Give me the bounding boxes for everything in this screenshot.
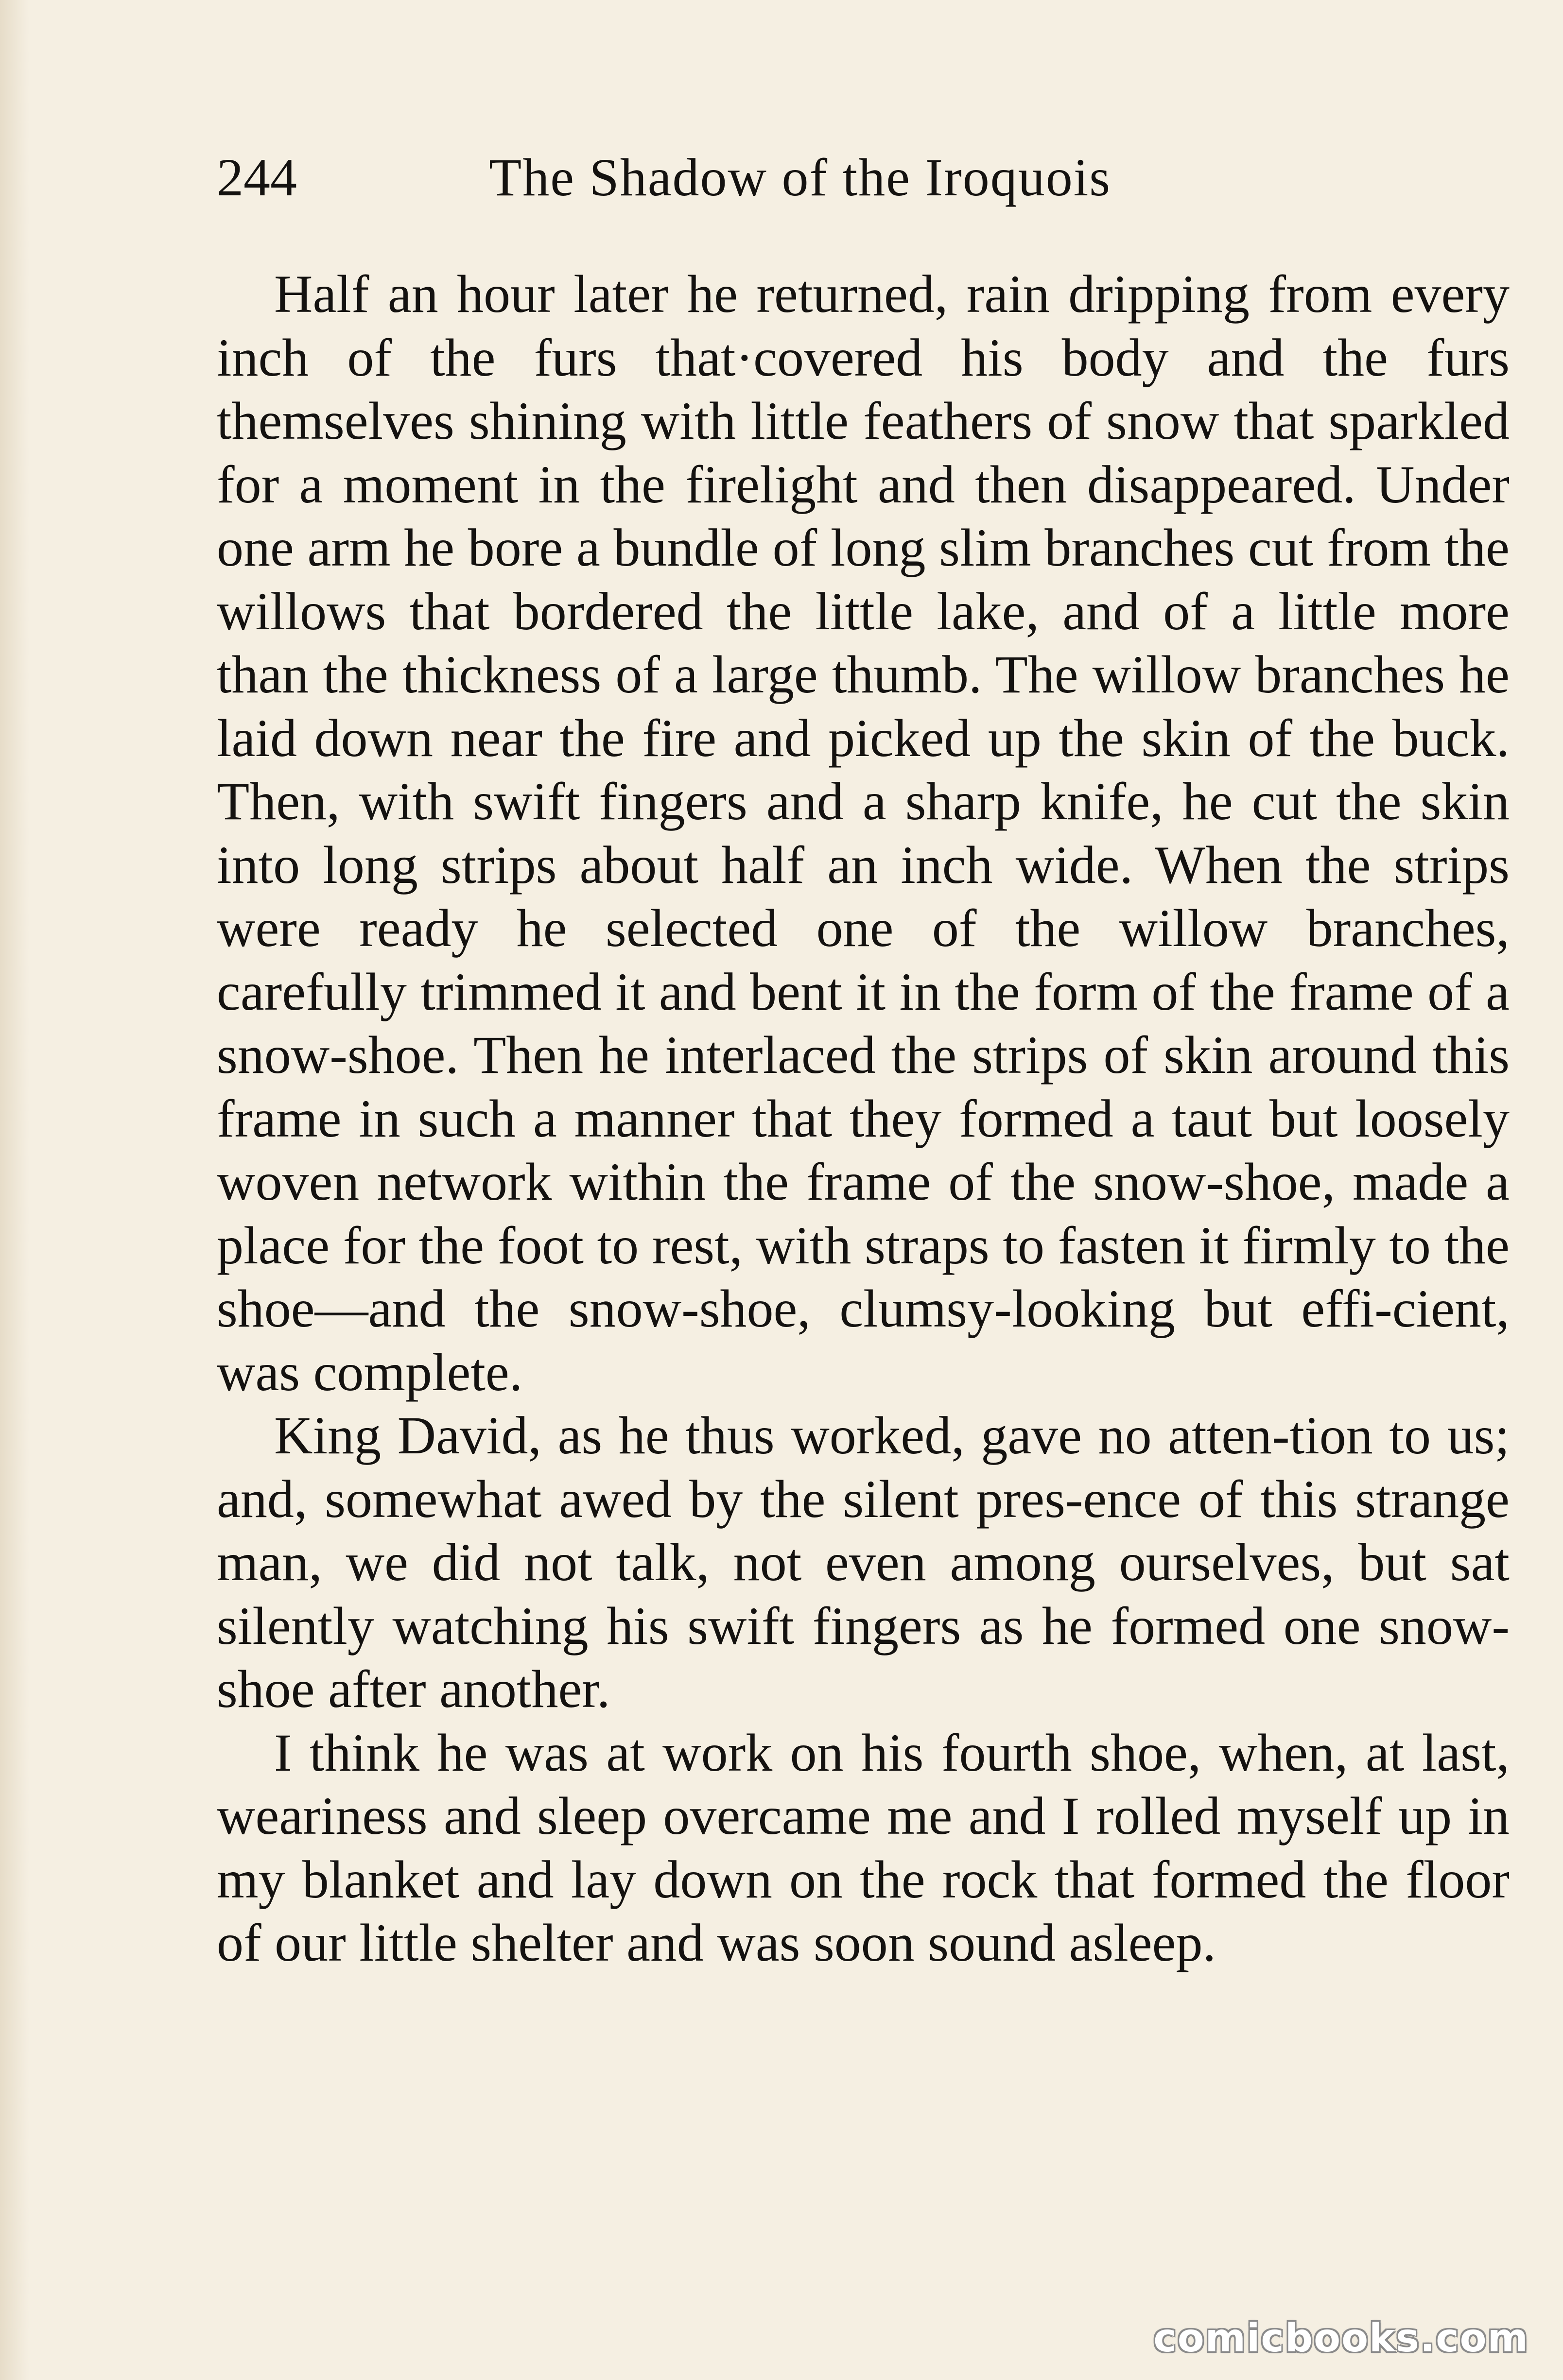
- running-title: The Shadow of the Iroquois: [489, 148, 1111, 207]
- watermark: comicbooks.com: [1153, 2315, 1529, 2361]
- running-header: [217, 141, 1510, 214]
- page-number: 244: [217, 148, 297, 207]
- paragraph-1: Half an hour later he returned, rain dripping from every inch of the furs that·covered his body and the furs themselves shining with little feathers of snow that sparkled for a moment in the firelight and then disappeared. Under one arm he bore a bundle of long slim branches cut from the willows that bordered the little lake, and of a little more than the thickness of a large thumb. The willow branches he laid down near the fire and picked up the skin of the buck. Then, with swift fingers and a sharp knife, he cut the skin into long strips about half an inch wide. When the strips were ready he selected one of the willow branches, carefully trimmed it and bent it in the form of the frame of a snow-shoe. Then he interlaced the strips of skin around this frame in such a manner that they formed a taut but loosely woven network within the frame of the snow-shoe, made a place for the foot to rest, with straps to fasten it firmly to the shoe—and the snow-shoe, clumsy-looking but effi-cient, was complete.: [217, 264, 1510, 1402]
- page-edge-shadow: [0, 0, 29, 2380]
- paragraph-3: I think he was at work on his fourth shoe, when, at last, weariness and sleep overcame me and I rolled myself up in my blanket and lay down on the rock that formed the floor of our little shelter and was soon sound asleep.: [217, 1723, 1510, 1972]
- body-text: [217, 262, 1510, 1975]
- paragraph-2: King David, as he thus worked, gave no atten-tion to us; and, somewhat awed by the silent pres-ence of this strange man, we did not talk, not even among ourselves, but sat silently watching his swift fingers as he formed one snow-shoe after another.: [217, 1406, 1510, 1719]
